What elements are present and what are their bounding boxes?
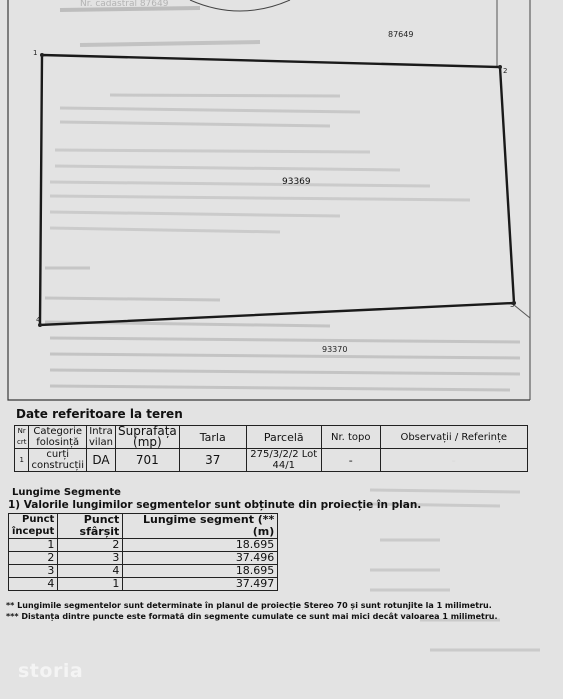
segment-start: 4 xyxy=(9,578,58,591)
land-section-title: Date referitoare la teren xyxy=(16,407,183,421)
col-categorie: Categorie folosință xyxy=(29,426,87,449)
segment-row xyxy=(9,565,278,578)
land-table-header xyxy=(15,426,528,449)
neighbor-bottom-label: 93370 xyxy=(322,345,348,354)
col-nr-crt: Nr crt xyxy=(15,426,29,449)
land-data-table xyxy=(14,425,528,472)
land-table-row xyxy=(15,449,528,472)
col-punct-sfarsit: Punct sfârșit xyxy=(58,514,123,539)
segment-row xyxy=(9,578,278,591)
point-label-4: 4 xyxy=(36,316,41,324)
segments-note: 1) Valorile lungimilor segmentelor sunt obținute din proiecție în plan. xyxy=(8,499,422,511)
cell-observatii: - xyxy=(380,449,527,472)
segments-table-header xyxy=(9,514,278,539)
col-suprafata: Suprafața (mp) xyxy=(115,426,179,449)
segments-table xyxy=(8,513,278,591)
cell-categorie: curți construcții xyxy=(29,449,87,472)
col-nr-topo: Nr. topo xyxy=(321,426,380,449)
segment-start: 1 xyxy=(9,539,58,552)
point-label-1: 1 xyxy=(33,49,38,57)
segment-start: 2 xyxy=(9,552,58,565)
col-observatii: Observații / Referințe xyxy=(380,426,527,449)
col-punct-inceput: Punct început xyxy=(9,514,58,539)
segment-end: 1 xyxy=(58,578,123,591)
top-faint-text: Nr. cadastral 87649 xyxy=(80,0,169,9)
segment-row xyxy=(9,539,278,552)
segment-end: 4 xyxy=(58,565,123,578)
segments-footnote-2: *** Distanța dintre puncte este formată din segmente cumulate ce sunt mai mici decât valoarea 1 milimetru. xyxy=(6,612,498,621)
point-label-2: 2 xyxy=(503,67,508,75)
storia-watermark-logo: storia xyxy=(18,660,84,682)
col-tarla: Tarla xyxy=(179,426,246,449)
point-label-3: 3 xyxy=(510,301,515,309)
segment-end: 2 xyxy=(58,539,123,552)
parcel-id-label: 93369 xyxy=(282,177,311,187)
cell-nr: 1 xyxy=(15,449,29,472)
cell-suprafata: 701 xyxy=(115,449,179,472)
segment-length: 18.695 xyxy=(123,565,278,578)
segment-end: 3 xyxy=(58,552,123,565)
segment-start: 3 xyxy=(9,565,58,578)
segment-row xyxy=(9,552,278,565)
segments-section-title: Lungime Segmente xyxy=(12,487,121,498)
col-parcela: Parcelă xyxy=(246,426,321,449)
cell-tarla: 37 xyxy=(179,449,246,472)
cell-intravilan: DA xyxy=(86,449,115,472)
col-intravilan: Intra vilan xyxy=(86,426,115,449)
segment-length: 37.497 xyxy=(123,578,278,591)
segment-length: 18.695 xyxy=(123,539,278,552)
neighbor-top-label: 87649 xyxy=(388,30,414,39)
segment-length: 37.496 xyxy=(123,552,278,565)
col-lungime: Lungime segment (** (m) xyxy=(123,514,278,539)
cell-parcela: 275/3/2/2 Lot 44/1 xyxy=(246,449,321,472)
segments-footnote-1: ** Lungimile segmentelor sunt determinate în planul de proiecție Stereo 70 și sunt rotunjite la 1 milimetru. xyxy=(6,601,492,610)
cell-nr-topo: - xyxy=(321,449,380,472)
